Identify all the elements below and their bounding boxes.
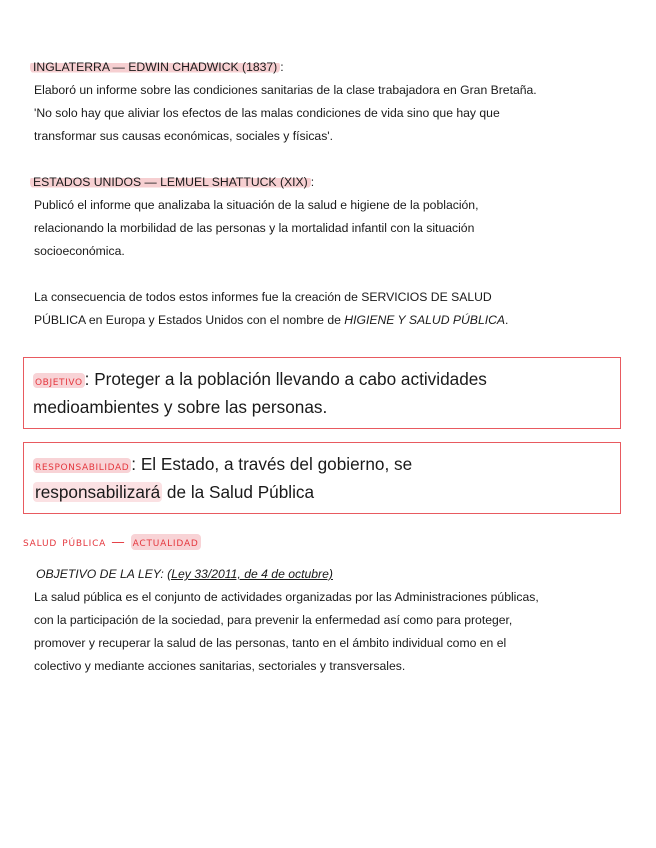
objective-label: objetivo [35, 373, 83, 388]
objective-text-1: : Proteger a la población llevando a cabo actividades [84, 369, 487, 389]
usa-heading-line [34, 171, 630, 194]
england-heading-line [34, 56, 630, 79]
responsibility-label: responsabilidad [35, 458, 130, 473]
current-section-heading [23, 534, 201, 550]
usa-text-line-2: relacionando la morbilidad de las personas y la mortalidad infantil con la situación [34, 221, 475, 235]
england-heading-colon: : [280, 60, 284, 74]
law-label: OBJETIVO DE LA LEY: [36, 567, 168, 581]
consequence-text-a: PÚBLICA en Europa y Estados Unidos con el nombre de [34, 313, 345, 327]
responsibility-text-1: : El Estado, a través del gobierno, se [131, 454, 413, 474]
usa-text-line-3: socioeconómica. [34, 244, 125, 258]
usa-heading-colon: : [310, 175, 315, 189]
responsibility-highlight: responsabilizará [35, 482, 161, 502]
usa-heading: ESTADOS UNIDOS — LEMUEL SHATTUCK (XIX) [30, 175, 311, 189]
law-text-line-3: promover y recuperar la salud de las personas, tanto en el ámbito individual como en el [34, 636, 507, 650]
consequence-line-2 [34, 309, 630, 332]
england-heading: INGLATERRA — EDWIN CHADWICK (1837) [30, 60, 280, 74]
law-text-line-1: La salud pública es el conjunto de actividades organizadas por las Administraciones públicas, [34, 590, 539, 604]
law-section [34, 563, 630, 678]
current-heading-b: actualidad [132, 534, 199, 550]
responsibility-line-1 [33, 451, 610, 479]
objective-line-1 [33, 366, 610, 394]
law-text-line-4: colectivo y mediante acciones sanitarias, sectoriales y transversales. [34, 659, 406, 673]
objective-box [23, 357, 621, 429]
england-section [34, 56, 630, 148]
england-text-line-2: 'No solo hay que aliviar los efectos de las malas condiciones de vida sino que hay que [34, 106, 500, 120]
responsibility-text-2: de la Salud Pública [162, 482, 315, 502]
consequence-text-c: . [505, 313, 509, 327]
consequence-emphasis: HIGIENE Y SALUD PÚBLICA [344, 313, 506, 327]
current-heading-a: salud pública — [23, 534, 131, 550]
usa-section [34, 171, 630, 263]
objective-text-2: medioambientes y sobre las personas. [33, 397, 328, 417]
consequence-line-1: La consecuencia de todos estos informes fue la creación de SERVICIOS DE SALUD [34, 290, 492, 304]
law-title-line [36, 563, 630, 586]
responsibility-box [23, 442, 621, 514]
england-text-line-1: Elaboró un informe sobre las condiciones sanitarias de la clase trabajadora en Gran Bretaña. [34, 83, 537, 97]
usa-text-line-1: Publicó el informe que analizaba la situación de la salud e higiene de la población, [34, 198, 479, 212]
responsibility-line-2 [33, 479, 610, 505]
england-text-line-3: transformar sus causas económicas, sociales y físicas'. [34, 129, 333, 143]
law-reference: (Ley 33/2011, de 4 de octubre) [167, 567, 333, 581]
consequence-section [34, 286, 630, 332]
law-text-line-2: con la participación de la sociedad, para prevenir la enfermedad así como para proteger, [34, 613, 513, 627]
